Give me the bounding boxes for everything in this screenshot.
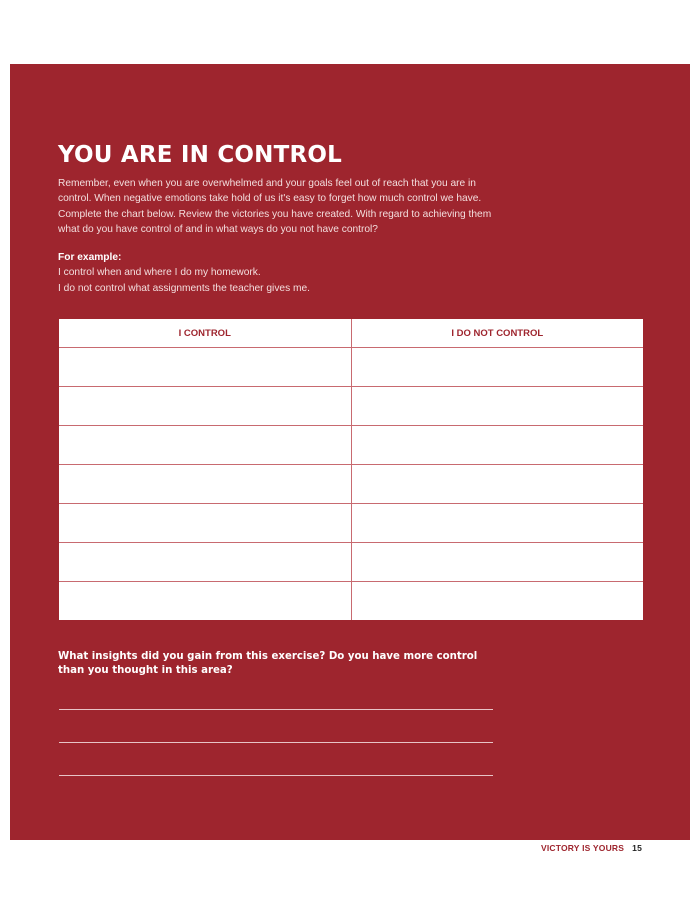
example-line: I control when and where I do my homework. bbox=[58, 267, 261, 279]
table-row bbox=[59, 426, 643, 465]
table-row bbox=[59, 582, 643, 621]
i-control-cell[interactable] bbox=[59, 426, 351, 465]
control-chart bbox=[59, 319, 643, 620]
i-control-cell[interactable] bbox=[59, 465, 351, 504]
answer-line[interactable] bbox=[59, 709, 493, 710]
answer-line[interactable] bbox=[59, 775, 493, 776]
i-do-not-control-cell[interactable] bbox=[351, 582, 643, 621]
chart-header-row bbox=[59, 319, 643, 348]
table-row bbox=[59, 387, 643, 426]
i-do-not-control-cell[interactable] bbox=[351, 387, 643, 426]
table-row bbox=[59, 543, 643, 582]
i-do-not-control-cell[interactable] bbox=[351, 543, 643, 582]
footer-book-title: VICTORY IS YOURS bbox=[540, 843, 625, 853]
example-line: I do not control what assignments the teacher gives me. bbox=[58, 282, 310, 294]
example-heading: For example: bbox=[58, 252, 122, 263]
i-do-not-control-cell[interactable] bbox=[351, 348, 643, 387]
answer-line[interactable] bbox=[59, 742, 493, 743]
i-control-cell[interactable] bbox=[59, 504, 351, 543]
table-row bbox=[59, 504, 643, 543]
header-i-control: I CONTROL bbox=[59, 319, 351, 348]
i-do-not-control-cell[interactable] bbox=[351, 465, 643, 504]
i-control-cell[interactable] bbox=[59, 543, 351, 582]
header-i-do-not-control: I DO NOT CONTROL bbox=[351, 319, 643, 348]
i-control-cell[interactable] bbox=[59, 387, 351, 426]
table-row bbox=[59, 348, 643, 387]
page-title: YOU ARE IN CONTROL bbox=[58, 142, 343, 168]
i-do-not-control-cell[interactable] bbox=[351, 504, 643, 543]
page-footer bbox=[541, 843, 642, 853]
table-row bbox=[59, 465, 643, 504]
i-control-cell[interactable] bbox=[59, 348, 351, 387]
i-control-cell[interactable] bbox=[59, 582, 351, 621]
insight-question: What insights did you gain from this exercise? Do you have more control than you thought in this area? bbox=[58, 651, 478, 676]
intro-paragraph: Remember, even when you are overwhelmed and your goals feel out of reach that you are in control. When negative emotions take hold of us it's easy to forget how much control we have. Complete the chart below. Review the victories you have created. With regard to achieving them what do you have control of and in what ways do you not have control? bbox=[58, 178, 492, 236]
i-do-not-control-cell[interactable] bbox=[351, 426, 643, 465]
example-block bbox=[58, 250, 498, 296]
page-number: 15 bbox=[632, 843, 642, 853]
content-panel bbox=[10, 64, 690, 840]
